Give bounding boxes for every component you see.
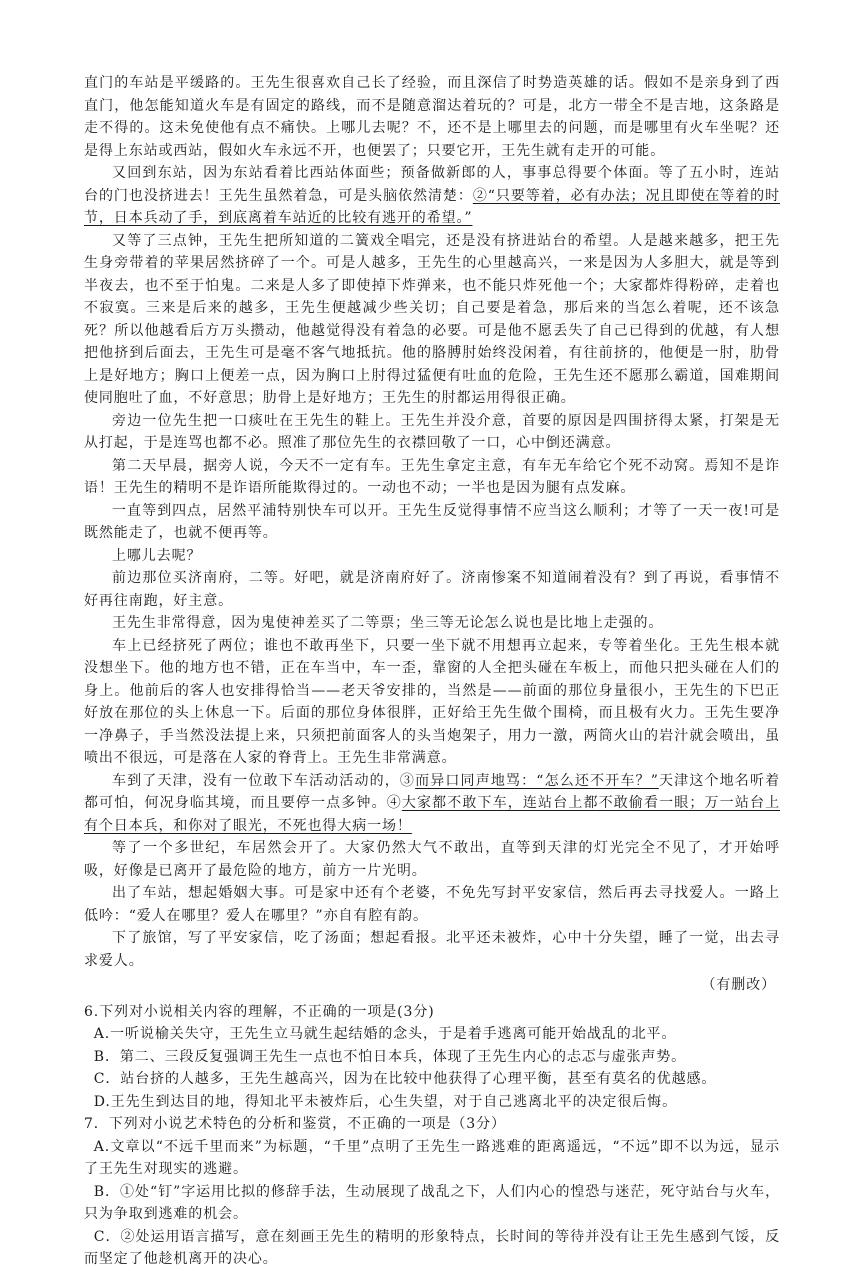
story-paragraph-3: 又等了三点钟，王先生把所知道的二簧戏全唱完，还是没有挤进站台的希望。人是越来越多，把王先生身旁带着的苹果居然挤碎了一个。可是人越多，王先生的心里越高兴，一来是因为人多胆大，就是等到半夜去，也不至于怕鬼。二来是人多了即使掉下炸弹来，也不能只炸死他一个；大家都炸得粉碎，走着也不寂寞。三来是后来的越多，王先生便越减少些关切；自己要是着急，那后来的当怎么着呢，还不该急死？所以他越看后方万头攒动，他越觉得没有着急的必要。可是他不愿丢失了自己已得到的优越，有人想把他挤到后面去，王先生可是毫不客气地抵抗。他的胳膊肘始终没闲着，有往前挤的，他便是一肘，肋骨上是好地方；胸口上便差一点，因为胸口上肘得过猛便有吐血的危险，王先生还不愿那么霸道，国难期间使同胞吐了血，不好意思；肋骨上是好地方；王先生的肘都运用得很正确。	[84, 232, 780, 406]
story-paragraph-4: 旁边一位先生把一口痰吐在王先生的鞋上。王先生并没介意，首要的原因是四围挤得太紧，打架是无从打起，于是连骂也都不必。照准了那位先生的衣襟回敬了一口，心中倒还满意。	[84, 412, 780, 451]
question-stem: 7．下列对小说艺术特色的分析和鉴赏，不正确的一项是（3分）	[84, 1116, 506, 1132]
option-c: C．②处运用语言描写，意在刻画王先生的精明的形象特点，长时间的等待并没有让王先生感到气馁，反而坚定了他趁机离开的决心。	[84, 1228, 780, 1267]
question-6	[84, 1001, 780, 1114]
story-paragraph-9: 王先生非常得意，因为鬼使神差买了二等票；坐三等无论怎么说也是比地上走强的。	[112, 615, 664, 631]
option-a: A.文章以“不远千里而来”为标题，“千里”点明了王先生一路逃难的距离遥远，“不远”即不以为远，显示了王先生对现实的逃避。	[84, 1138, 780, 1177]
option-b: B．①处“钉”字运用比拟的修辞手法，生动展现了战乱之下，人们内心的惶恐与迷茫，死守站台与火车，只为争取到逃难的机会。	[84, 1183, 780, 1222]
story-paragraph-6: 一直等到四点，居然平浦特别快车可以开。王先生反觉得事情不应当这么顺利；才等了一天一夜!可是既然能走了，也就不便再等。	[84, 502, 780, 541]
story-paragraph-11	[84, 770, 780, 838]
story-paragraph-13: 出了车站，想起婚姻大事。可是家中还有个老婆，不免先写封平安家信，然后再去寻找爱人。一路上低吟：“爱人在哪里？爱人在哪里？”亦自有腔有韵。	[84, 885, 780, 924]
story-paragraph-12: 等了一个多世纪，车居然会开了。大家仍然大气不敢出，直等到天津的灯光完全不见了，才开始呼吸，好像是已离开了最危险的地方，前方一片光明。	[84, 840, 780, 879]
underlined-sentence-4: 大家都不敢下车，连站台上都不敢偷看一眼；万一站台上有个日本兵，和你对了眼光，不死也得大病一场！	[84, 795, 780, 834]
question-stem: 6.下列对小说相关内容的理解，不正确的一项是(3分)	[84, 1003, 435, 1020]
story-paragraph-2	[84, 162, 780, 230]
source-note: （有删改）	[701, 977, 776, 993]
option-c: C．站台挤的人越多，王先生越高兴，因为在比较中他获得了心理平衡，甚至有莫名的优越感。	[93, 1071, 717, 1087]
underlined-sentence-2: ②“只要等着，必有办法；况且即使在等着的时节，日本兵动了手，到底离着车站近的比较有逃开的希望。”	[84, 187, 781, 226]
story-text: 又回到东站，因为东站看着比西站体面些；预备做新郎的人，事事总得要个体面。等了五小时，连站台的门也没挤进去！王先生虽然着急，可是头脑依然清楚：	[84, 165, 780, 204]
option-d: D.王先生到达目的地，得知北平未被炸后，心生失望，对于自己逃离北平的决定很后悔。	[93, 1093, 677, 1110]
underlined-sentence-3: 而异口同声地骂：“怎么还不开车？”	[415, 772, 659, 789]
story-paragraph-5: 第二天早晨，据旁人说，今天不一定有车。王先生拿定主意，有车无车给它个死不动窝。焉知不是诈语！王先生的精明不是诈语所能欺得过的。一动也不动；一半也是因为腿有点发麻。	[84, 457, 780, 496]
story-paragraph-7: 上哪儿去呢？	[112, 547, 202, 564]
story-text: 车到了天津，没有一位敢下车活动活动的，③	[112, 772, 416, 789]
option-a: A.一听说榆关失守，王先生立马就生起结婚的念头，于是着手逃离可能开始战乱的北平。	[93, 1026, 677, 1042]
story-paragraph-10: 车上已经挤死了两位；谁也不敢再坐下，只要一坐下就不用想再立起来，专等着坐化。王先生根本就没想坐下。他的地方也不错，正在车当中，车一歪，靠窗的人全把头碰在车板上，而他只把头碰在人们的身上。他前后的客人也安排得恰当——老天爷安排的，当然是——前面的那位身量很小，王先生的下巴正好放在那位的头上休息一下。后面的那位身体很胖，正好给王先生做个围椅，而且极有火力。王先生要净一净鼻子，手当然没法提上来，只须把前面客人的头当炮架子，用力一激，两筒火山的岩汁就会喷出，虽喷出不很远，可是落在人家的脊背上。王先生非常满意。	[84, 637, 780, 766]
story-text: 天津这个地名听着都可怕，何况身临其境，而且要停一点多钟。④	[84, 772, 780, 811]
story-paragraph-8: 前边那位买济南府，二等。好吧，就是济南府好了。济南惨案不知道闹着没有？到了再说，看事情不好再往南跑，好主意。	[84, 570, 780, 609]
story-paragraph-1: 直门的车站是平缓路的。王先生很喜欢自己长了经验，而且深信了时势造英雄的话。假如不是亲身到了西直门，他怎能知道火车是有固定的路线，而不是随意溜达着玩的？可是，北方一带全不是吉地，这条路是走不得的。这未免使他有点不痛快。上哪儿去呢？不，还不是上哪里去的问题，而是哪里有火车坐呢？还是得上东站或西站，假如火车永远不开，也便罢了；只要它开，王先生就有走开的可能。	[84, 75, 780, 159]
question-7	[84, 1113, 780, 1271]
story-paragraph-14: 下了旅馆，写了平安家信，吃了汤面；想起看报。北平还未被炸，心中十分失望，睡了一觉，出去寻求爱人。	[84, 930, 780, 969]
option-b: B．第二、三段反复强调王先生一点也不怕日本兵，体现了王先生内心的忐忑与虚张声势。	[93, 1048, 687, 1065]
